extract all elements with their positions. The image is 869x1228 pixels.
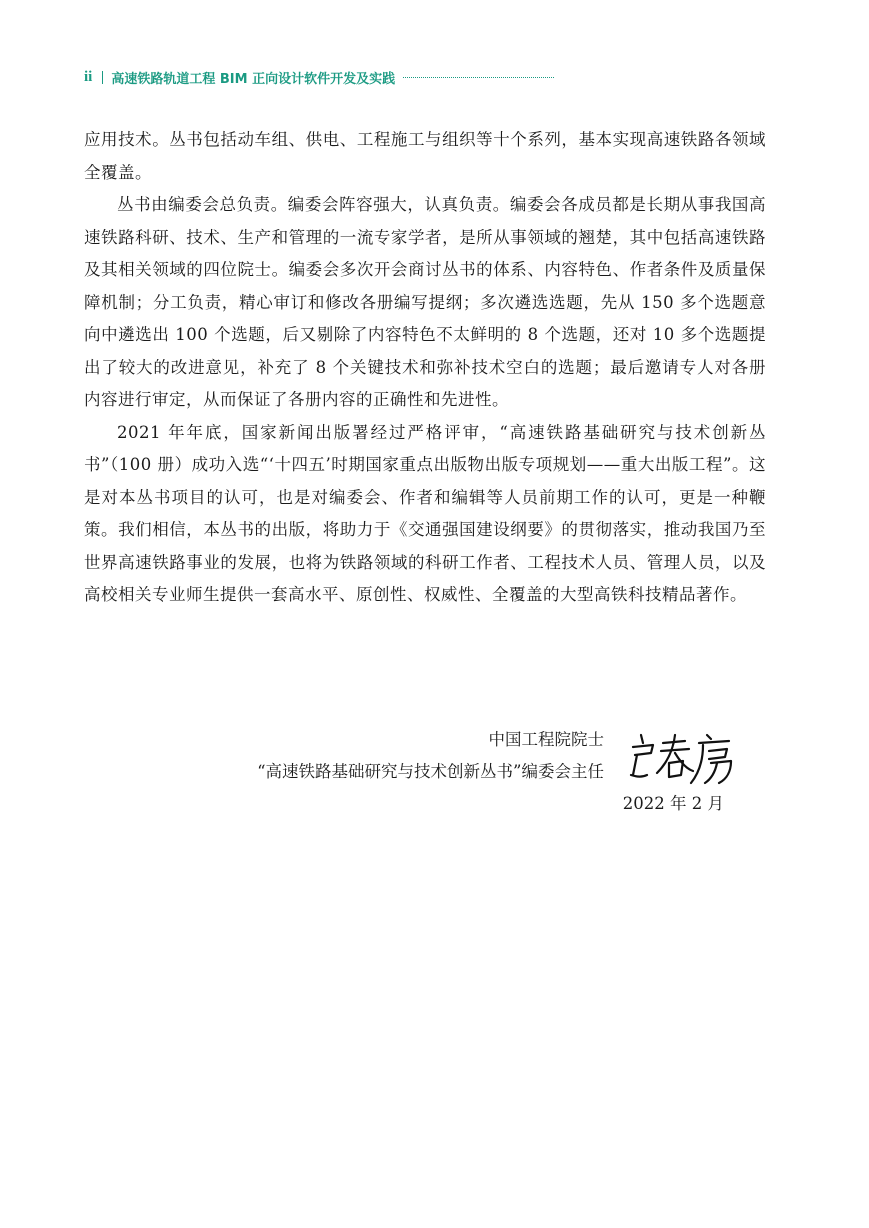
- header-dotted-rule: [403, 77, 554, 78]
- paragraph-publication-plan: 2021 年年底，国家新闻出版署经过严格评审，“高速铁路基础研究与技术创新丛书”（100 册）成功入选“‘十四五’时期国家重点出版物出版专项规划——重大出版工程”。这是对本丛书项目的认可，也是对编委会、作者和编辑等人员前期工作的认可，更是一种鞭策。我们相信，本丛书的出版，将助力于《交通强国建设纲要》的贯彻落实，推动我国乃至世界高速铁路事业的发展，也将为铁路领域的科研工作者、工程技术人员、管理人员，以及高校相关专业师生提供一套高水平、原创性、权威性、全覆盖的大型高铁科技精品著作。: [84, 422, 766, 604]
- running-header: [84, 66, 554, 88]
- paragraph-editorial-board: 丛书由编委会总负责。编委会阵容强大，认真负责。编委会各成员都是长期从事我国高速铁路科研、技术、生产和管理的一流专家学者，是所从事领域的翘楚，其中包括高速铁路及其相关领域的四位院士。编委会多次开会商讨丛书的体系、内容特色、作者条件及质量保障机制；分工负责，精心审订和修改各册编写提纲；多次遴选选题，先从 150 多个选题意向中遴选出 100 个选题，后又剔除了内容特色不太鲜明的 8 个选题，还对 10 多个选题提出了较大的改进意见，补充了 8 个关键技术和弥补技术空白的选题；最后邀请专人对各册内容进行审定，从而保证了各册内容的正确性和先进性。: [84, 195, 766, 409]
- signer-role: “高速铁路基础研究与技术创新丛书”编委会主任: [257, 762, 604, 781]
- signer-title: 中国工程院院士: [488, 730, 604, 749]
- paragraph-continuation: 应用技术。丛书包括动车组、供电、工程施工与组织等十个系列，基本实现高速铁路各领域全覆盖。: [84, 130, 766, 182]
- page-number: ii: [84, 68, 93, 85]
- body-text: [84, 124, 766, 612]
- handwritten-signature: [627, 731, 737, 787]
- header-separator: [102, 71, 103, 84]
- signature-date: 2022 年 2 月: [622, 794, 724, 813]
- book-title: 高速铁路轨道工程 BIM 正向设计软件开发及实践: [111, 71, 396, 87]
